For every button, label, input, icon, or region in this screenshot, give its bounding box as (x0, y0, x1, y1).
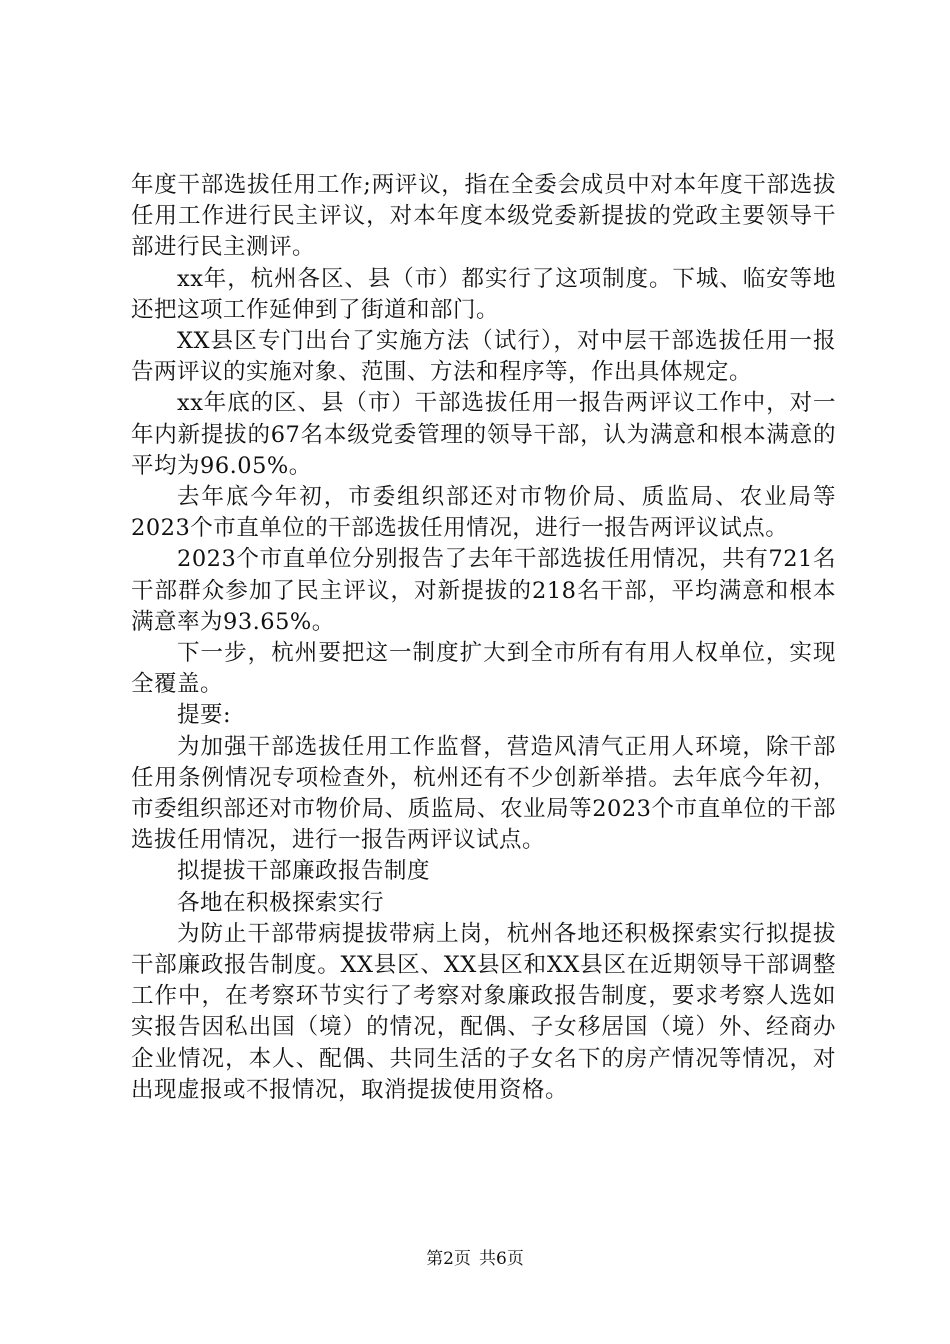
paragraph-9: 为加强干部选拔任用工作监督，营造风清气正用人环境，除干部任用条例情况专项检查外，杭州还有不少创新举措。去年底今年初，市委组织部还对市物价局、质监局、农业局等2023个市直单位的干部选拔任用情况，进行一报告两评议试点。 (131, 733, 836, 854)
paragraph-12: 为防止干部带病提拔带病上岗，杭州各地还积极探索实行拟提拔干部廉政报告制度。XX县区、XX县区和XX县区在近期领导干部调整工作中，在考察环节实行了考察对象廉政报告制度，要求考察人选如实报告因私出国（境）的情况，配偶、子女移居国（境）外、经商办企业情况，本人、配偶、共同生活的子女名下的房产情况等情况，对出现虚报或不报情况，取消提拔使用资格。 (131, 920, 836, 1103)
section-subheading: 各地在积极探索实行 (177, 889, 385, 916)
paragraph-2: xx年，杭州各区、县（市）都实行了这项制度。下城、临安等地还把这项工作延伸到了街道和部门。 (131, 265, 836, 323)
paragraph-3: XX县区专门出台了实施方法（试行），对中层干部选拔任用一报告两评议的实施对象、范围、方法和程序等，作出具体规定。 (131, 328, 836, 386)
section-heading: 拟提拔干部廉政报告制度 (177, 858, 431, 885)
paragraph-1: 年度干部选拔任用工作;两评议，指在全委会成员中对本年度干部选拔任用工作进行民主评议，对本年度本级党委新提拔的党政主要领导干部进行民主测评。 (131, 172, 836, 261)
paragraph-6: 2023个市直单位分别报告了去年干部选拔任用情况，共有721名干部群众参加了民主评议，对新提拔的218名干部，平均满意和根本满意率为93.65%。 (131, 546, 836, 635)
document-body (131, 170, 836, 1106)
page-footer (0, 1248, 950, 1270)
page-number: 第2页 (426, 1249, 471, 1269)
paragraph-5: 去年底今年初，市委组织部还对市物价局、质监局、农业局等2023个市直单位的干部选拔任用情况，进行一报告两评议试点。 (131, 484, 836, 542)
summary-heading: 提要: (177, 702, 232, 729)
paragraph-4: xx年底的区、县（市）干部选拔任用一报告两评议工作中，对一年内新提拔的67名本级党委管理的领导干部，认为满意和根本满意的平均为96.05%。 (131, 390, 836, 479)
paragraph-7: 下一步，杭州要把这一制度扩大到全市所有有用人权单位，实现全覆盖。 (131, 640, 836, 698)
page-total: 共6页 (479, 1249, 524, 1269)
